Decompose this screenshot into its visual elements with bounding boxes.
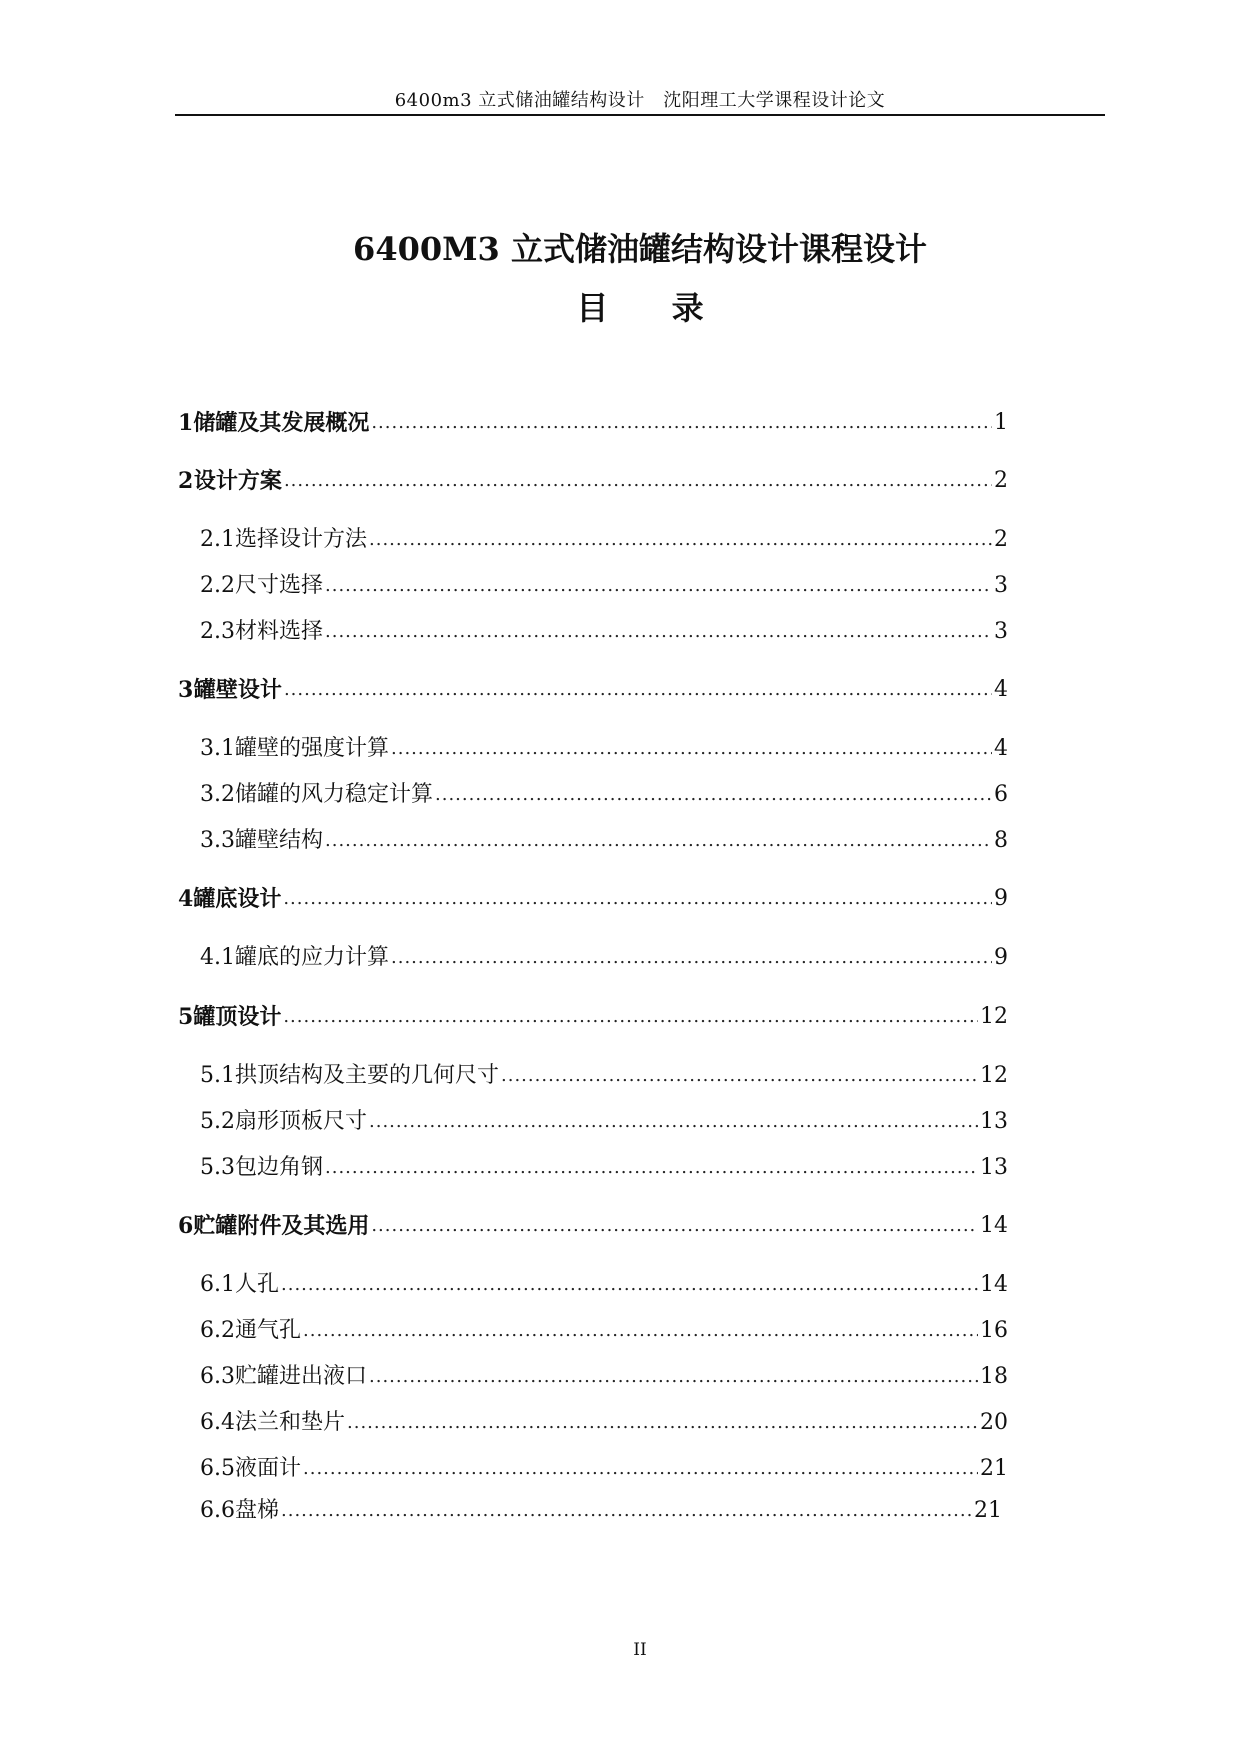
- toc-entry[interactable]: [200, 826, 1008, 856]
- toc-entry-label: 法兰和垫片: [235, 1410, 346, 1435]
- toc-entry-page: 13: [980, 1155, 1008, 1180]
- toc-entry-number: 4.1: [200, 945, 235, 970]
- toc-entry-page: 2: [994, 527, 1008, 552]
- toc-entry[interactable]: [200, 1408, 1008, 1438]
- toc-leader-dots: [325, 826, 992, 856]
- toc-entry[interactable]: [178, 408, 1008, 438]
- toc-leader-dots: [303, 1454, 978, 1484]
- toc-entry-page: 2: [994, 468, 1008, 493]
- toc-leader-dots: [303, 1316, 978, 1346]
- toc-entry-number: 2.3: [200, 619, 235, 644]
- toc-entry-number: 5: [178, 1004, 194, 1030]
- toc-entry-number: 6.6: [200, 1498, 235, 1523]
- toc-entry-label: 罐底的应力计算: [235, 945, 390, 970]
- toc-entry-number: 5.3: [200, 1155, 235, 1180]
- toc-entry-number: 1: [178, 410, 194, 436]
- toc-entry[interactable]: [200, 571, 1008, 601]
- toc-entry-page: 13: [980, 1109, 1008, 1134]
- toc-leader-dots: [325, 617, 992, 647]
- toc-entry-page: 3: [994, 619, 1008, 644]
- toc-entry-label: 贮罐进出液口: [235, 1364, 368, 1389]
- toc-leader-dots: [284, 675, 992, 705]
- toc-entry[interactable]: [178, 884, 1008, 914]
- toc-entry-number: 6.5: [200, 1456, 235, 1481]
- toc-leader-dots: [283, 884, 992, 914]
- toc-entry-page: 1: [994, 410, 1008, 435]
- toc-entry-label: 包边角钢: [235, 1155, 324, 1180]
- toc-entry-page: 9: [994, 886, 1008, 911]
- toc-entry[interactable]: [200, 1316, 1008, 1346]
- toc-leader-dots: [281, 1270, 978, 1300]
- toc-entry[interactable]: [200, 525, 1008, 555]
- toc-entry-number: 4: [178, 886, 194, 912]
- toc-entry-page: 14: [980, 1213, 1008, 1238]
- document-title: 6400M3 立式储油罐结构设计课程设计: [353, 230, 927, 268]
- toc-leader-dots: [347, 1408, 978, 1438]
- page-number: II: [633, 1640, 647, 1660]
- toc-entry[interactable]: [200, 943, 1008, 973]
- toc-entry-label: 材料选择: [235, 619, 324, 644]
- toc-entry-number: 3.2: [200, 782, 235, 807]
- header-rule: [175, 114, 1105, 116]
- toc-entry-label: 罐壁结构: [235, 828, 324, 853]
- toc-entry[interactable]: [200, 1107, 1008, 1137]
- toc-entry-number: 2.2: [200, 573, 235, 598]
- toc-entry-page: 18: [980, 1364, 1008, 1389]
- toc-entry[interactable]: [178, 466, 1008, 496]
- toc-entry-number: 5.2: [200, 1109, 235, 1134]
- toc-entry[interactable]: [200, 1153, 1008, 1183]
- toc-entry-number: 6.1: [200, 1272, 235, 1297]
- toc-entry-number: 2: [178, 468, 194, 494]
- toc-leader-dots: [284, 466, 992, 496]
- toc-entry-label: 盘梯: [235, 1498, 280, 1523]
- toc-entry-label: 尺寸选择: [235, 573, 324, 598]
- toc-entry-page: 20: [980, 1410, 1008, 1435]
- toc-entry-number: 3.3: [200, 828, 235, 853]
- toc-entry-label: 罐壁设计: [193, 677, 282, 703]
- toc-entry-page: 21: [980, 1456, 1008, 1481]
- toc-leader-dots: [501, 1061, 978, 1091]
- toc-entry-page: 21: [974, 1498, 1002, 1523]
- toc-leader-dots: [283, 1002, 978, 1032]
- toc-entry[interactable]: [200, 1270, 1008, 1300]
- toc-leader-dots: [325, 1153, 978, 1183]
- running-header: 6400m3 立式储油罐结构设计 沈阳理工大学课程设计论文: [394, 90, 886, 111]
- toc-entry-number: 5.1: [200, 1063, 235, 1088]
- toc-leader-dots: [371, 408, 992, 438]
- toc-heading: 目 录: [576, 289, 730, 327]
- toc-entry[interactable]: [200, 780, 1008, 810]
- toc-entry-page: 12: [980, 1063, 1008, 1088]
- toc-entry-page: 16: [980, 1318, 1008, 1343]
- toc-entry[interactable]: [178, 1002, 1008, 1032]
- toc-entry-page: 6: [994, 782, 1008, 807]
- toc-entry[interactable]: [200, 1496, 1002, 1526]
- toc-entry-page: 4: [994, 677, 1008, 702]
- toc-entry-page: 4: [994, 736, 1008, 761]
- toc-leader-dots: [369, 1107, 978, 1137]
- toc-entry-label: 人孔: [235, 1272, 280, 1297]
- toc-entry-label: 罐底设计: [193, 886, 282, 912]
- toc-entry[interactable]: [200, 1454, 1008, 1484]
- toc-entry-label: 液面计: [235, 1456, 302, 1481]
- toc-leader-dots: [391, 943, 992, 973]
- toc-entry-page: 12: [980, 1004, 1008, 1029]
- toc-entry-number: 3: [178, 677, 194, 703]
- toc-entry-number: 6.4: [200, 1410, 235, 1435]
- toc-entry-label: 设计方案: [193, 468, 282, 494]
- toc-entry[interactable]: [200, 1362, 1008, 1392]
- toc-entry-number: 6.3: [200, 1364, 235, 1389]
- toc-entry-number: 3.1: [200, 736, 235, 761]
- toc-entry-label: 储罐及其发展概况: [193, 410, 370, 436]
- toc-leader-dots: [391, 734, 992, 764]
- toc-entry-number: 6.2: [200, 1318, 235, 1343]
- toc-leader-dots: [369, 525, 992, 555]
- toc-entry-label: 拱顶结构及主要的几何尺寸: [235, 1063, 500, 1088]
- toc-entry-page: 9: [994, 945, 1008, 970]
- toc-entry-label: 储罐的风力稳定计算: [235, 782, 434, 807]
- toc-entry[interactable]: [178, 1211, 1008, 1241]
- toc-entry-number: 6: [178, 1213, 194, 1239]
- toc-entry-label: 罐顶设计: [193, 1004, 282, 1030]
- toc-leader-dots: [371, 1211, 978, 1241]
- toc-entry[interactable]: [200, 734, 1008, 764]
- toc-entry-label: 通气孔: [235, 1318, 302, 1343]
- toc-leader-dots: [435, 780, 992, 810]
- toc-entry-page: 3: [994, 573, 1008, 598]
- toc-entry[interactable]: [178, 675, 1008, 705]
- toc-entry-page: 14: [980, 1272, 1008, 1297]
- toc-entry-page: 8: [994, 828, 1008, 853]
- toc-leader-dots: [281, 1496, 972, 1526]
- toc-entry-label: 扇形顶板尺寸: [235, 1109, 368, 1134]
- toc-entry[interactable]: [200, 617, 1008, 647]
- toc-leader-dots: [369, 1362, 978, 1392]
- toc-entry-label: 罐壁的强度计算: [235, 736, 390, 761]
- toc-entry-number: 2.1: [200, 527, 235, 552]
- toc-leader-dots: [325, 571, 992, 601]
- toc-entry[interactable]: [200, 1061, 1008, 1091]
- toc-entry-label: 贮罐附件及其选用: [193, 1213, 370, 1239]
- toc-entry-label: 选择设计方法: [235, 527, 368, 552]
